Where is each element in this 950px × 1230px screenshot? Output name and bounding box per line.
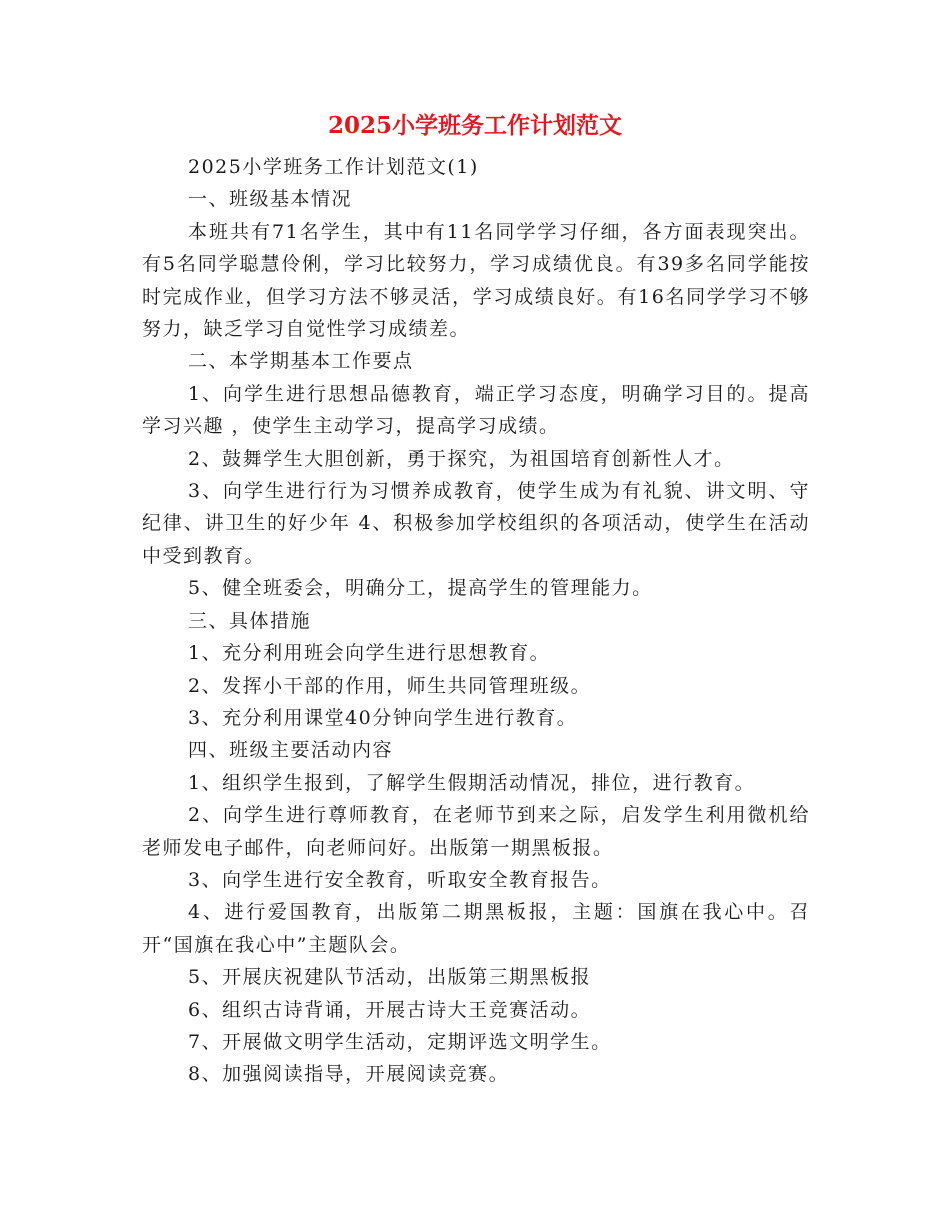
- list-item: 5、健全班委会，明确分工，提高学生的管理能力。: [188, 577, 653, 600]
- list-item: 8、加强阅读指导，开展阅读竞赛。: [188, 1063, 510, 1086]
- list-item: 6、组织古诗背诵，开展古诗大王竞赛活动。: [188, 998, 592, 1021]
- list-item: 1、组织学生报到，了解学生假期活动情况，排位，进行教育。: [188, 771, 756, 794]
- list-item: 1、向学生进行思想品德教育，端正学习态度，明确学习目的。提高学习兴趣 ，使学生主动学习，提高学习成绩。: [142, 382, 810, 438]
- list-item: 7、开展做文明学生活动，定期评选文明学生。: [188, 1030, 612, 1053]
- document-body: [142, 151, 810, 1091]
- paragraph: 本班共有71名学生，其中有11名同学学习仔细，各方面表现突出。有5名同学聪慧伶俐，学习比较努力，学习成绩优良。有39多名同学能按时完成作业，但学习方法不够灵活，学习成绩良好。有16名同学学习不够努力，缺乏学习自觉性学习成绩差。: [142, 220, 810, 341]
- section-heading-2: 二、本学期基本工作要点: [188, 350, 414, 373]
- list-item: 2、向学生进行尊师教育，在老师节到来之际，启发学生利用微机给老师发电子邮件，向老师问好。出版第一期黑板报。: [142, 804, 810, 859]
- list-item: 2、鼓舞学生大胆创新，勇于探究，为祖国培育创新性人才。: [188, 447, 735, 470]
- list-item: 3、向学生进行行为习惯养成教育，使学生成为有礼貌、讲文明、守纪律、讲卫生的好少年 4、积极参加学校组织的各项活动，使学生在活动中受到教育。: [142, 480, 810, 567]
- document-title: 2025小学班务工作计划范文: [327, 112, 622, 139]
- section-heading-1: 一、班级基本情况: [188, 188, 353, 211]
- list-item: 4、进行爱国教育，出版第二期黑板报，主题：国旗在我心中。召开“国旗在我心中”主题队会。: [142, 901, 810, 956]
- list-item: 1、充分利用班会向学生进行思想教育。: [188, 642, 551, 665]
- paragraph-subtitle: 2025小学班务工作计划范文(1): [188, 156, 479, 178]
- section-heading-4: 四、班级主要活动内容: [188, 739, 394, 762]
- section-heading-3: 三、具体措施: [188, 609, 312, 632]
- list-item: 2、发挥小干部的作用，师生共同管理班级。: [188, 674, 592, 697]
- list-item: 3、向学生进行安全教育，听取安全教育报告。: [188, 868, 612, 891]
- list-item: 3、充分利用课堂40分钟向学生进行教育。: [188, 706, 578, 729]
- list-item: 5、开展庆祝建队节活动，出版第三期黑板报: [188, 966, 592, 989]
